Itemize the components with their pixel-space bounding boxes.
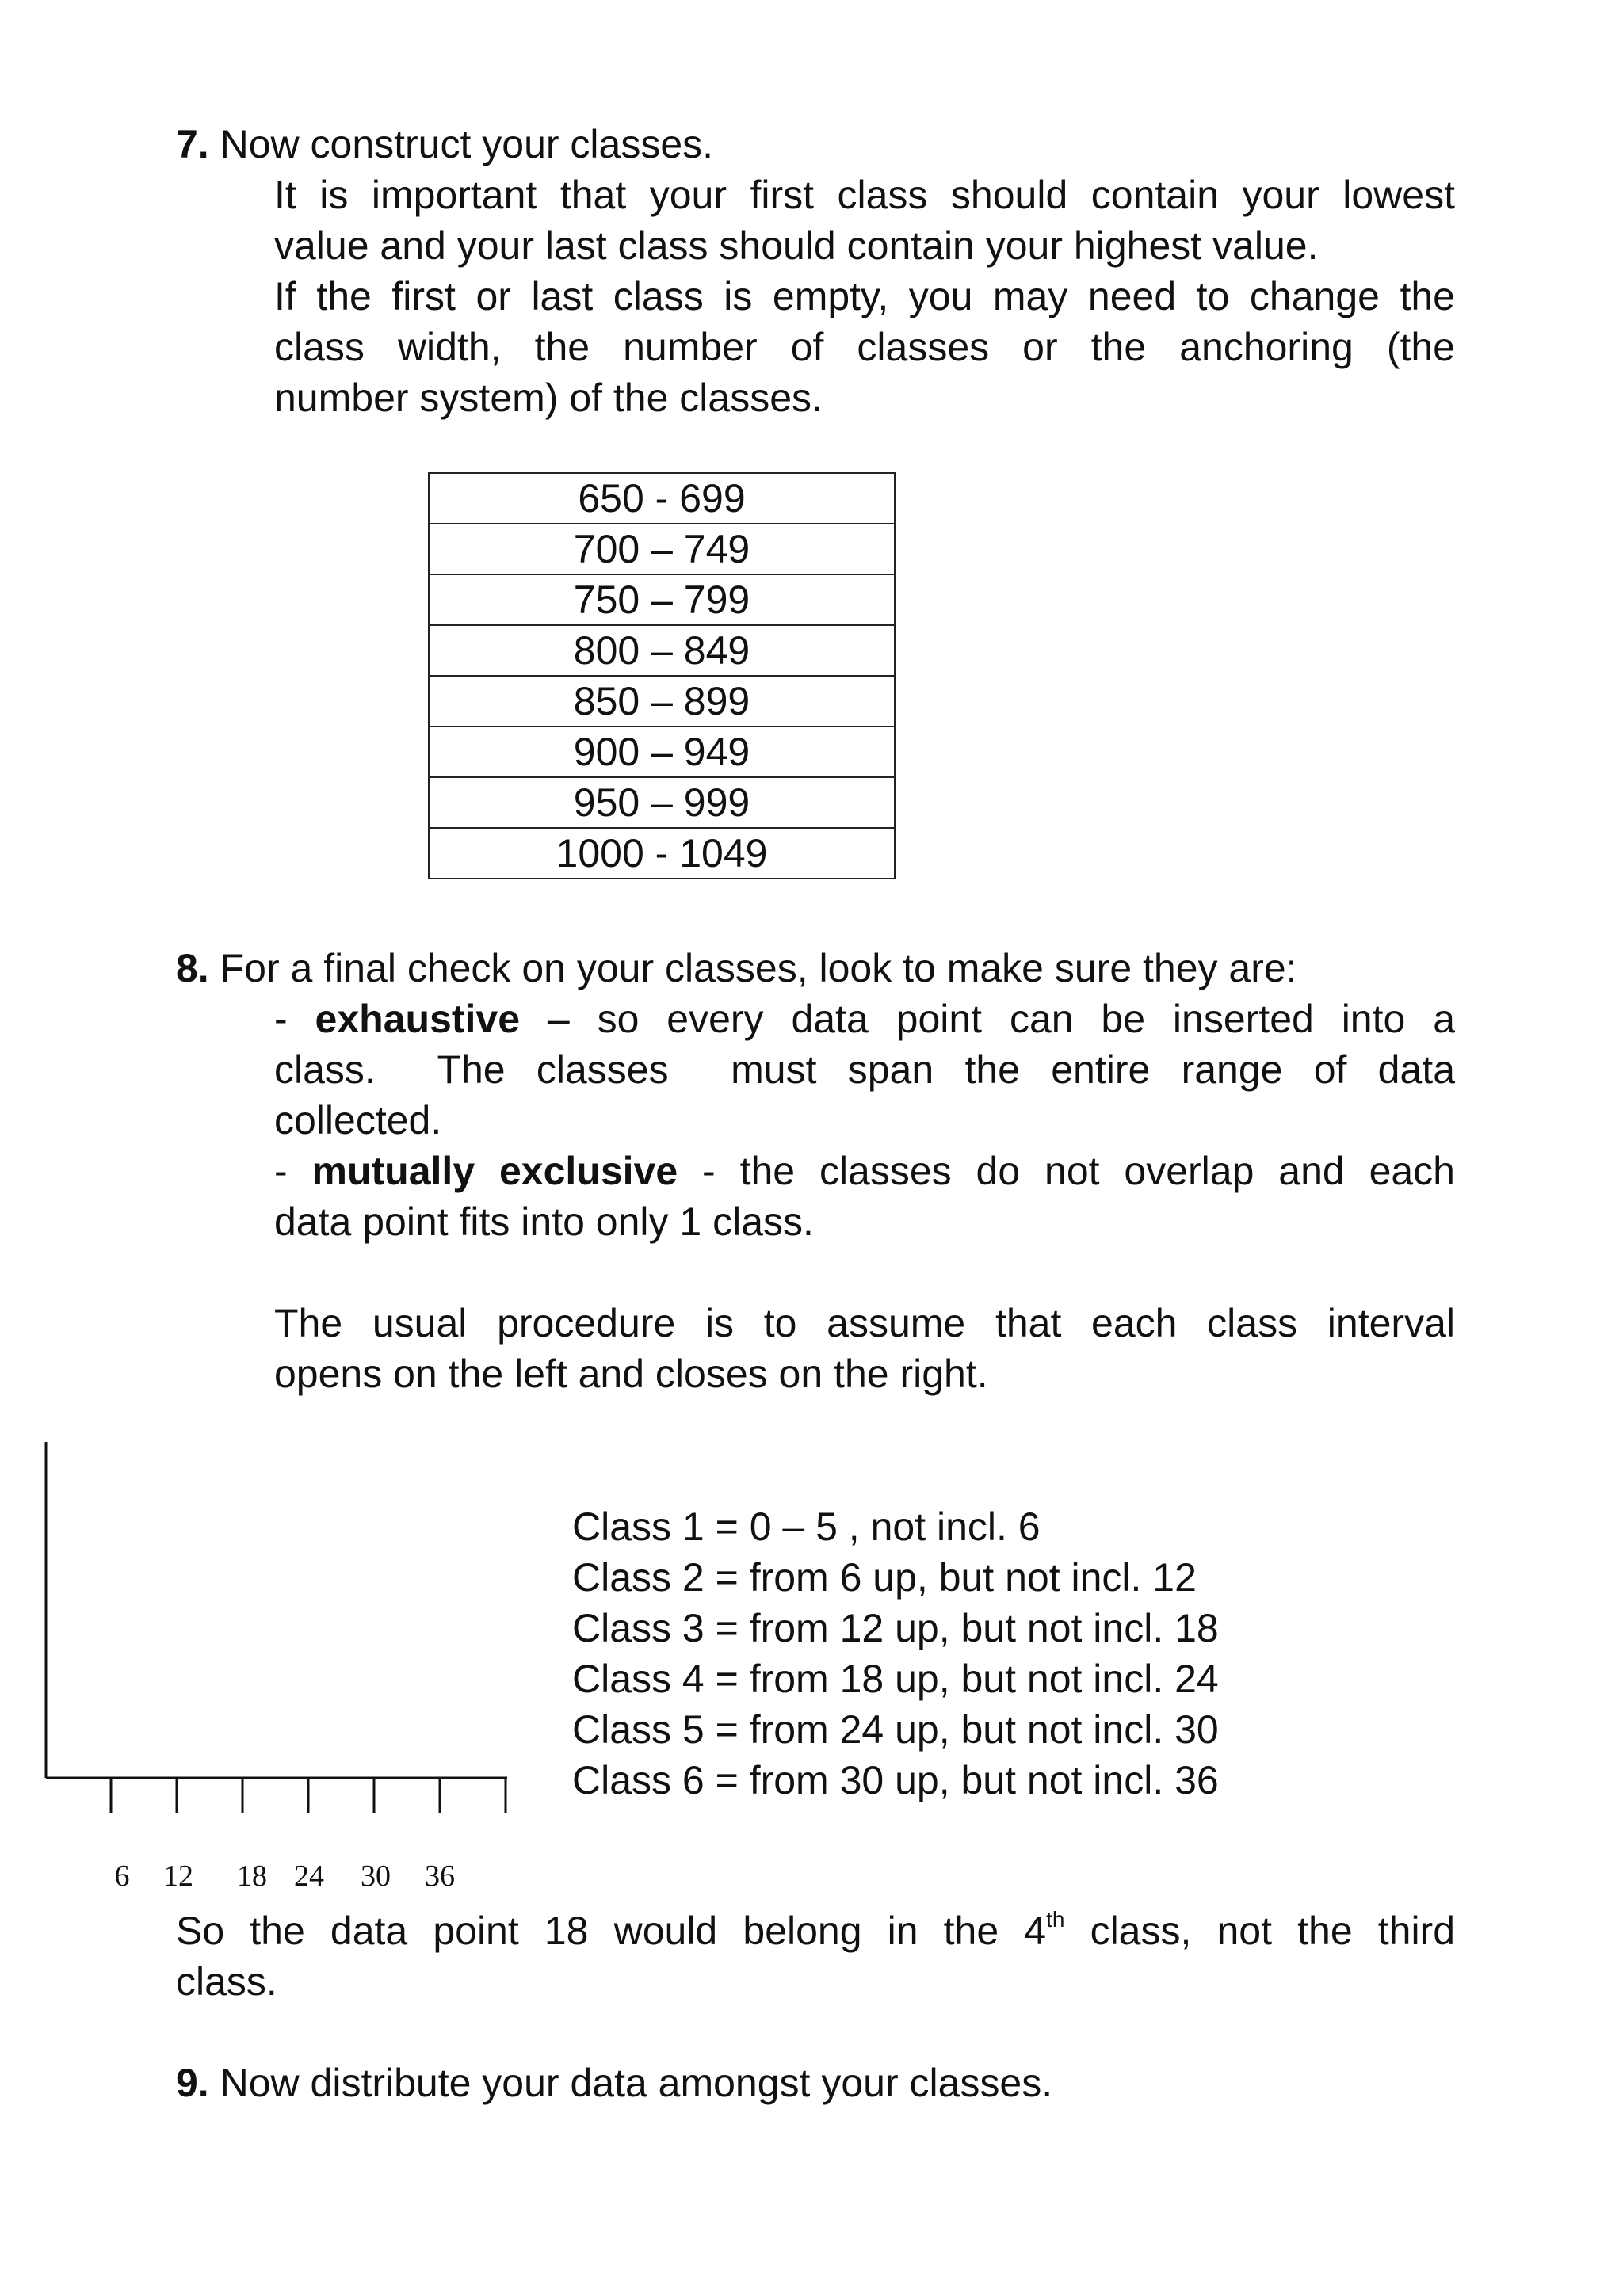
exhaustive-dash: - [274,997,315,1041]
exhaustive-term: exhaustive [315,997,521,1041]
table-cell: 650 - 699 [429,473,895,524]
axis-ticks [111,1778,506,1813]
usual-line-1: The usual procedure is to assume that each class interval [274,1301,1455,1345]
table-cell: 1000 - 1049 [429,828,895,879]
conclusion-text-a: So the data point 18 would belong in the 4 [176,1909,1047,1953]
class-axis-diagram [40,1442,515,1901]
conclusion-line-1 [176,1905,1455,1956]
axis-tick-label: 24 [294,1859,324,1893]
mutual-dash: - [274,1149,312,1193]
ordinal-suffix: th [1046,1907,1065,1932]
axis-tick-labels [115,1859,456,1893]
step7-title: Now construct your classes. [220,122,714,166]
axis-tick-label: 30 [361,1859,391,1893]
class-def-6: Class 6 = from 30 up, but not incl. 36 [572,1758,1219,1802]
exhaustive-desc: – so every data point can be inserted into a [520,997,1456,1041]
axis-tick-label: 12 [163,1859,193,1893]
table-cell: 700 – 749 [429,524,895,574]
step7-para-line-3: If the first or last class is empty, you may need to change the [274,274,1455,318]
table-row [429,574,895,625]
exhaustive-line-2: class. The classes must span the entire range of data [274,1047,1455,1092]
table-row [429,625,895,676]
class-interval-table [428,472,896,879]
usual-line-2: opens on the left and closes on the right. [274,1352,988,1396]
table-cell: 800 – 849 [429,625,895,676]
mutual-line-2: data point fits into only 1 class. [274,1199,814,1244]
step8-title: For a final check on your classes, look to make sure they are: [220,946,1297,990]
table-cell: 950 – 999 [429,777,895,828]
step7-para-line-2: value and your last class should contain your highest value. [274,223,1319,268]
class-def-2: Class 2 = from 6 up, but not incl. 12 [572,1555,1197,1600]
step9-number: 9. [176,2061,209,2105]
step9-title: Now distribute your data amongst your classes. [220,2061,1053,2105]
step7-heading [176,119,713,170]
step8-heading [176,943,1297,994]
class-def-5: Class 5 = from 24 up, but not incl. 30 [572,1707,1219,1752]
axis-tick-label: 36 [425,1859,455,1893]
axis-tick-label: 6 [114,1859,130,1893]
table-cell: 850 – 899 [429,676,895,727]
table-row [429,727,895,777]
step9-heading [176,2058,1052,2108]
step7-para-line-4: class width, the number of classes or the anchoring (the [274,325,1455,369]
step7-number: 7. [176,122,209,166]
mutual-term: mutually exclusive [311,1149,678,1193]
table-cell: 750 – 799 [429,574,895,625]
conclusion-line-2: class. [176,1959,277,2004]
table-row [429,473,895,524]
table-row [429,828,895,879]
step7-para-line-5: number system) of the classes. [274,376,823,420]
class-def-3: Class 3 = from 12 up, but not incl. 18 [572,1606,1219,1650]
class-def-1: Class 1 = 0 – 5 , not incl. 6 [572,1505,1041,1549]
mutual-desc: - the classes do not overlap and each [678,1149,1455,1193]
step8-number: 8. [176,946,209,990]
table-row [429,524,895,574]
exhaustive-line-1 [274,994,1455,1044]
table-row [429,777,895,828]
conclusion-text-b: class, not the third [1064,1909,1456,1953]
table-row [429,676,895,727]
axis-tick-label: 18 [237,1859,267,1893]
table-cell: 900 – 949 [429,727,895,777]
exhaustive-line-3: collected. [274,1098,442,1142]
mutual-line-1 [274,1146,1455,1196]
step7-para-line-1: It is important that your first class should contain your lowest [274,173,1455,217]
class-def-4: Class 4 = from 18 up, but not incl. 24 [572,1657,1219,1701]
